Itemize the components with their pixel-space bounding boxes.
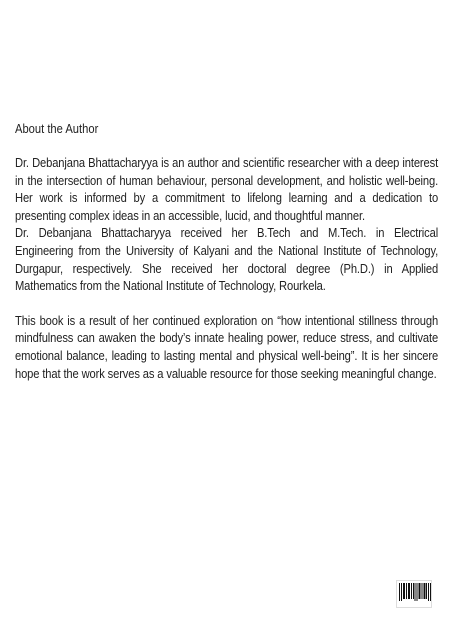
author-bio-paragraph: Dr. Debanjana Bhattacharyya is an author and scientific researcher with a deep interest in the intersection of human behaviour, personal development, and holistic well-being. Her work is informed by a commitment to lifelong learning and a dedication to presenting complex ideas in an accessible, lucid, and thoughtful manner. — [15, 155, 439, 223]
book-purpose-paragraph: This book is a result of her continued exploration on “how intentional stillness through mindfulness can awaken the body’s innate healing power, reduce stress, and cultivate emotional balance, leading to lasting mental and physical well-being”. It is her sincere hope that the work serves as a valuable resource for those seeking meaningful change. — [15, 312, 439, 381]
paragraph-spacer — [15, 295, 438, 312]
barcode-bars — [399, 583, 431, 603]
section-heading: About the Author — [15, 121, 99, 136]
author-education-paragraph: Dr. Debanjana Bhattacharyya received her B.Tech and M.Tech. in Electrical Engineering from the University of Kalyani and the National Institute of Technology, Durgapur, respectively. She received her doctoral degree (Ph.D.) in Applied Mathematics from the National Institute of Technology, Rourkela. — [15, 225, 439, 294]
about-author-section — [15, 120, 438, 382]
barcode-icon — [396, 580, 432, 608]
